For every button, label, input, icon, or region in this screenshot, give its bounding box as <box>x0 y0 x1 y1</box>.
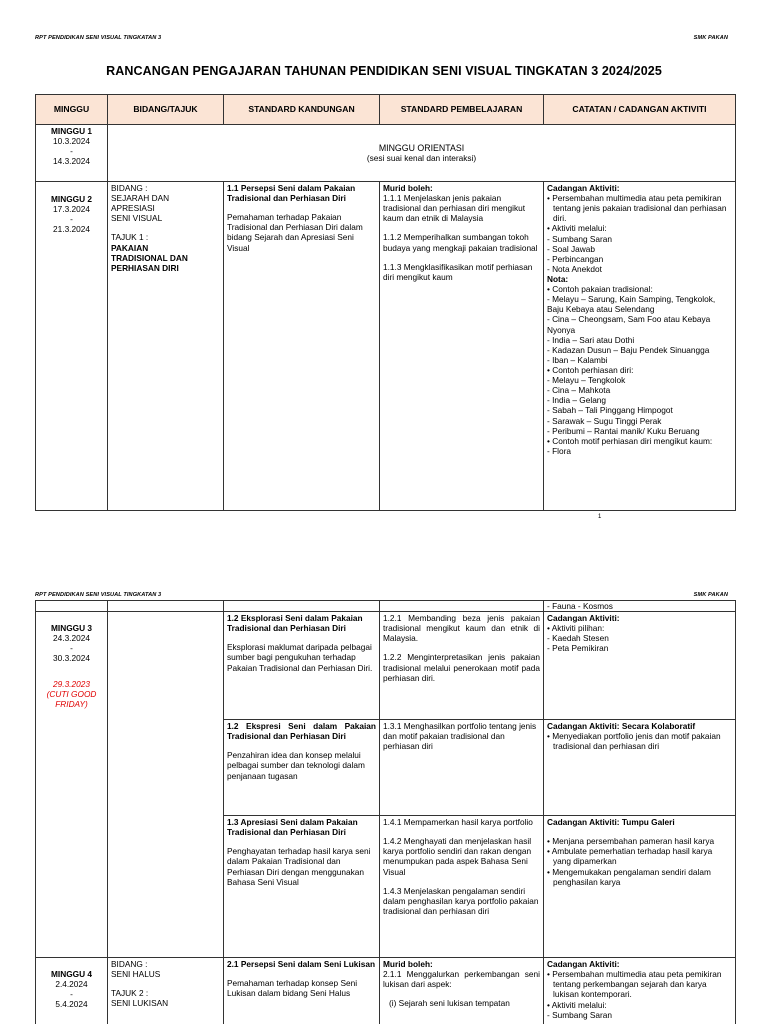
catatan-cell <box>544 958 736 1024</box>
date-dash: - <box>70 989 73 1000</box>
catatan-cell <box>544 182 736 511</box>
sk-body: Pemahaman terhadap konsep Seni Lukisan dalam bidang Seni Halus <box>227 978 358 999</box>
orientation-title: MINGGU ORIENTASI <box>378 142 465 153</box>
sp-heading: Murid boleh: <box>383 183 433 193</box>
sp-item: 1.4.2 Menghayati dan menjelaskan hasil karya portfolio sendiri dan rakan dengan menumpukan pada aspek Bahasa Seni Visual <box>383 836 532 877</box>
rpt-table-page-1 <box>35 94 736 511</box>
tajuk-value: PAKAIAN <box>111 242 149 253</box>
sk-title: 2.1 Persepsi Seni dalam Seni Lukisan <box>227 959 376 970</box>
sk-body: Penghayatan terhadap hasil karya seni dalam Pakaian Tradisional dan Perhiasan Diri dengan menggunakan Bahasa Seni Visual <box>227 846 371 887</box>
week-4-cell <box>36 958 108 1024</box>
week-end-date: 21.3.2024 <box>53 224 90 235</box>
catatan-cell <box>544 612 736 720</box>
sp-item: 2.1.1 Menggalurkan perkembangan seni lukisan dari aspek: <box>383 969 540 990</box>
catatan-line: • Aktiviti pilihan: <box>547 623 605 634</box>
week-end-date: 5.4.2024 <box>55 999 88 1010</box>
bidang-label: BIDANG : <box>111 183 148 193</box>
running-header-right: SMK PAKAN <box>693 35 728 41</box>
running-header-right: SMK PAKAN <box>693 592 728 598</box>
nota-line: • Contoh motif perhiasan diri mengikut kaum: <box>547 435 713 446</box>
week-3-cell <box>36 612 108 958</box>
sp-item: 1.4.3 Menjelaskan pengalaman sendiri dalam penghasilan karya portfolio pakaian tradisional dan perhiasan diri <box>383 885 539 916</box>
nota-line: - Sarawak – Sugu Tinggi Perak <box>547 415 662 426</box>
week-start-date: 10.3.2024 <box>53 136 90 147</box>
sp-item: 1.1.1 Menjelaskan jenis pakaian tradisional dan perhiasan diri mengikut kaum dan etnik di Malaysia <box>383 193 526 224</box>
table-row-continuation <box>36 601 736 612</box>
table-header-row <box>36 95 736 125</box>
table-row-week-1 <box>36 125 736 182</box>
week-2-cell <box>36 182 108 511</box>
sp-item: 1.4.1 Mempamerkan hasil karya portfolio <box>383 817 533 828</box>
standard-kandungan-cell <box>224 958 380 1024</box>
tajuk-value: SENI LUKISAN <box>111 998 169 1009</box>
catatan-cell <box>544 720 736 816</box>
standard-pembelajaran-cell <box>380 816 544 958</box>
catatan-line: • Menjana persembahan pameran hasil karya <box>547 836 715 847</box>
running-header-left: RPT PENDIDIKAN SENI VISUAL TINGKATAN 3 <box>35 35 162 41</box>
sp-item: (i) Sejarah seni lukisan tempatan <box>389 998 510 1009</box>
table-row-week-2 <box>36 182 736 511</box>
tajuk-label: TAJUK 2 : <box>111 988 149 999</box>
standard-pembelajaran-cell <box>380 958 544 1024</box>
tajuk-value: PERHIASAN DIRI <box>111 262 179 273</box>
document-page-2 <box>0 582 768 1024</box>
week-start-date: 17.3.2024 <box>53 204 90 215</box>
sp-item: 1.1.2 Memperihalkan sumbangan tokoh budaya yang mengkaji pakaian tradisional <box>383 232 538 253</box>
column-header-standard-kandungan: STANDARD KANDUNGAN <box>224 95 380 125</box>
sk-title: 1.1 Persepsi Seni dalam Pakaian Tradisional dan Perhiasan Diri <box>227 183 356 204</box>
week-1-cell <box>36 125 108 182</box>
sp-item: 1.3.1 Menghasilkan portfolio tentang jenis dan motif pakaian tradisional dan perhiasan diri <box>383 721 537 752</box>
column-header-bidang: BIDANG/TAJUK <box>108 95 224 125</box>
date-dash: - <box>70 643 73 654</box>
sp-heading: Murid boleh: <box>383 959 433 970</box>
nota-line: - Iban – Kalambi <box>547 354 608 365</box>
catatan-line: - Sumbang Saran <box>547 233 613 244</box>
nota-line: - Cina – Mahkota <box>547 385 611 396</box>
nota-line: - Peribumi – Rantai manik/ Kuku Beruang <box>547 425 700 436</box>
sk-body: Penzahiran idea dan konsep melalui pelbagai sumber dan teknologi dalam penjanaan tugasan <box>227 750 365 781</box>
nota-line: - Cina – Cheongsam, Sam Foo atau Kebaya Nyonya <box>547 314 711 335</box>
catatan-line: • Aktiviti melalui: <box>547 999 607 1010</box>
bidang-value: SEJARAH DAN <box>111 193 170 204</box>
page-gap <box>0 532 768 582</box>
week-label: MINGGU 1 <box>50 126 93 136</box>
nota-line: - India – Sari atau Dothi <box>547 334 635 345</box>
sk-body: Pemahaman terhadap Pakaian Tradisional dan Perhiasan Diri dalam bidang Sejarah dan Apresiasi Seni Visual <box>227 212 363 253</box>
sk-title: 1.2 Ekspresi Seni dalam Pakaian Tradisional dan Perhiasan Diri <box>227 721 376 742</box>
catatan-heading: Cadangan Aktiviti: Secara Kolaboratif <box>547 721 696 732</box>
week-label: MINGGU 3 <box>50 623 93 634</box>
holiday-name: (CUTI GOOD FRIDAY) <box>46 688 97 709</box>
catatan-line: • Ambulate pemerhatian terhadap hasil karya yang dipamerkan <box>547 846 713 867</box>
sp-item: 1.2.2 Menginterpretasikan jenis pakaian tradisional melalui penerokaan motif pada perhiasan diri. <box>383 652 540 683</box>
sp-item: 1.1.3 Mengklasifikasikan motif perhiasan diri mengikut kaum <box>383 261 533 282</box>
week-start-date: 2.4.2024 <box>55 979 88 990</box>
catatan-line: - Kaedah Stesen <box>547 633 609 644</box>
rpt-table-page-2 <box>35 600 736 1024</box>
continuation-cell: - Fauna - Kosmos <box>544 601 736 612</box>
column-header-standard-pembelajaran: STANDARD PEMBELAJARAN <box>380 95 544 125</box>
standard-kandungan-cell <box>224 182 380 511</box>
nota-line: • Contoh perhiasan diri: <box>547 364 634 375</box>
catatan-heading: Cadangan Aktiviti: <box>547 613 620 624</box>
week-start-date: 24.3.2024 <box>53 633 90 644</box>
sp-item: 1.2.1 Membanding beza jenis pakaian tradisional mengikut kaum dan etnik di Malaysia. <box>383 613 540 644</box>
bidang-value: SENI VISUAL <box>111 213 163 224</box>
date-dash: - <box>70 146 73 157</box>
week-end-date: 30.3.2024 <box>53 653 90 664</box>
standard-pembelajaran-cell <box>380 182 544 511</box>
week-end-date: 14.3.2024 <box>53 156 90 167</box>
column-header-catatan: CATATAN / CADANGAN AKTIVITI <box>544 95 736 125</box>
nota-line: - Melayu – Tengkolok <box>547 375 626 386</box>
running-header-left: RPT PENDIDIKAN SENI VISUAL TINGKATAN 3 <box>35 592 162 598</box>
standard-kandungan-cell <box>224 816 380 958</box>
bidang-label: BIDANG : <box>111 959 148 970</box>
catatan-line: • Persembahan multimedia atau peta pemikiran tentang perkembangan sejarah dan karya lukisan kontemporari. <box>547 969 722 1000</box>
bidang-tajuk-cell <box>108 612 224 958</box>
tajuk-value: TRADISIONAL DAN <box>111 252 188 263</box>
catatan-line: • Persembahan multimedia atau peta pemikiran tentang jenis pakaian tradisional dan perhiasan diri. <box>547 193 727 224</box>
orientation-cell <box>108 125 736 182</box>
bidang-value: SENI HALUS <box>111 969 161 980</box>
nota-line: - Sabah – Tali Pinggang Himpogot <box>547 405 673 416</box>
catatan-heading: Cadangan Aktiviti: Tumpu Galeri <box>547 817 675 828</box>
column-header-minggu: MINGGU <box>36 95 108 125</box>
holiday-date: 29.3.2023 <box>53 678 90 689</box>
catatan-line: • Menyediakan portfolio jenis dan motif pakaian tradisional dan perhiasan diri <box>547 731 721 752</box>
week-label: MINGGU 4 <box>50 969 93 980</box>
bidang-tajuk-cell <box>108 958 224 1024</box>
catatan-line: - Peta Pemikiran <box>547 643 609 654</box>
nota-line: - Kadazan Dusun – Baju Pendek Sinuangga <box>547 344 710 355</box>
catatan-line: - Soal Jawab <box>547 243 595 254</box>
nota-line: - Flora <box>547 445 571 456</box>
catatan-line: - Sumbang Saran <box>547 1009 613 1020</box>
tajuk-label: TAJUK 1 : <box>111 232 149 243</box>
sk-title: 1.3 Apresiasi Seni dalam Pakaian Tradisional dan Perhiasan Diri <box>227 817 358 838</box>
catatan-line: • Mengemukakan pengalaman sendiri dalam penghasilan karya <box>547 866 711 887</box>
standard-kandungan-cell <box>224 720 380 816</box>
bidang-value: APRESIASI <box>111 203 155 214</box>
catatan-heading: Cadangan Aktiviti: <box>547 959 620 970</box>
date-dash: - <box>70 214 73 225</box>
table-row-week-3a <box>36 612 736 720</box>
bidang-tajuk-cell <box>108 182 224 511</box>
catatan-line: - Perbincangan <box>547 253 604 264</box>
sk-title: 1.2 Eksplorasi Seni dalam Pakaian Tradisional dan Perhiasan Diri <box>227 613 363 634</box>
catatan-cell <box>544 816 736 958</box>
standard-kandungan-cell <box>224 612 380 720</box>
catatan-line: • Aktiviti melalui: <box>547 223 607 234</box>
nota-heading: Nota: <box>547 273 569 284</box>
nota-line: - Melayu – Sarung, Kain Samping, Tengkolok, Baju Kebaya atau Selendang <box>547 294 716 315</box>
orientation-subtitle: (sesi suai kenal dan interaksi) <box>366 153 477 164</box>
sk-body: Eksplorasi maklumat daripada pelbagai sumber bagi pengukuhan terhadap Pakaian Tradisional dan Perhiasan Diri. <box>227 642 373 673</box>
nota-line: • Contoh pakaian tradisional: <box>547 284 653 295</box>
standard-pembelajaran-cell <box>380 612 544 720</box>
catatan-line: - Nota Anekdot <box>547 263 602 274</box>
nota-line: - India – Gelang <box>547 395 607 406</box>
document-title: RANCANGAN PENGAJARAN TAHUNAN PENDIDIKAN SENI VISUAL TINGKATAN 3 2024/2025 <box>106 64 662 78</box>
table-row-week-4 <box>36 958 736 1024</box>
page-number: 1 <box>598 514 602 520</box>
standard-pembelajaran-cell <box>380 720 544 816</box>
catatan-heading: Cadangan Aktiviti: <box>547 183 620 193</box>
week-label: MINGGU 2 <box>50 194 93 204</box>
